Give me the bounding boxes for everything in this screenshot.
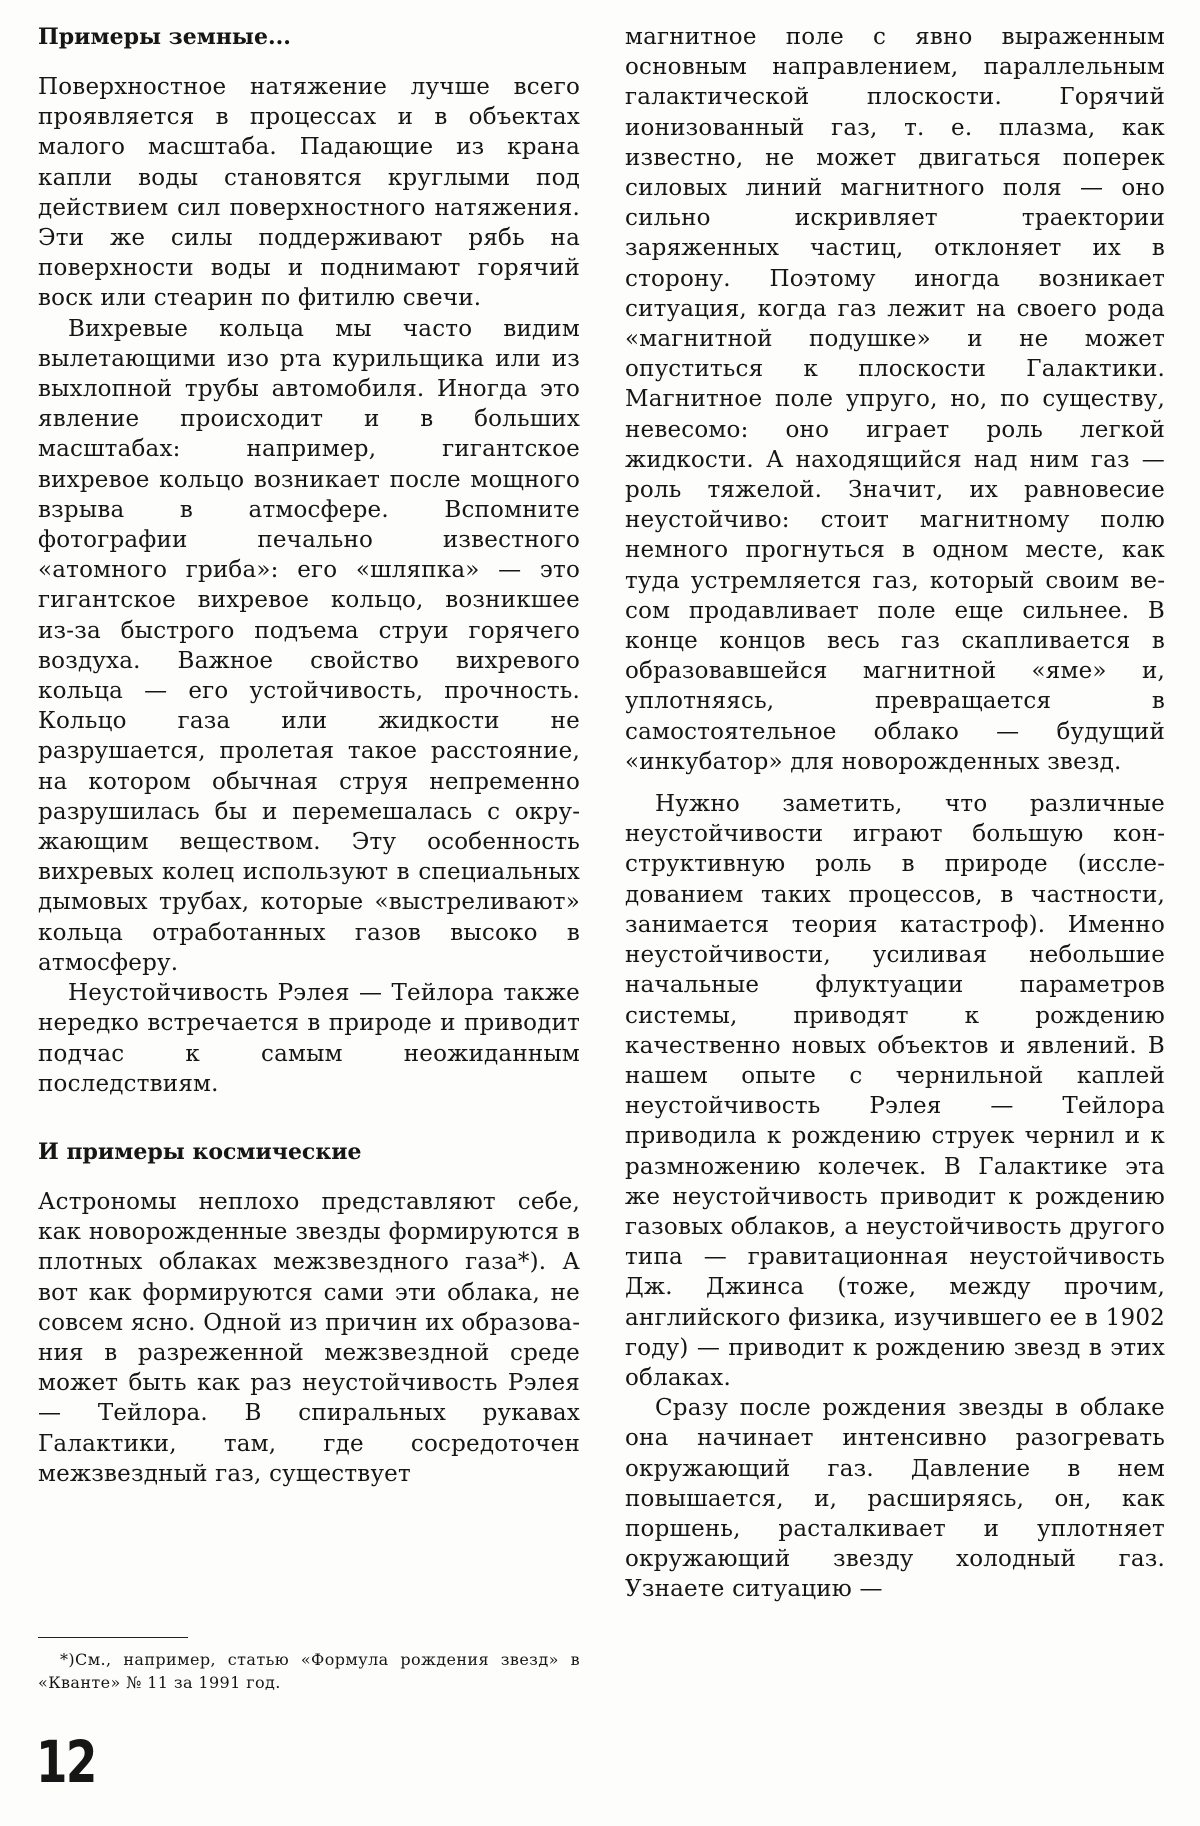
paragraph: Поверхностное натяжение лучше всего проявляется в процессах и в объектах малого масштаба. Падающие из крана капли воды становятся круглыми под действием сил поверхностного натяжения. Эти же силы поддерживают рябь на поверхности воды и поднимают горячий воск или стеарин по фитилю свечи. [38, 74, 580, 312]
paragraph: Нужно заметить, что различные неустойчивости играют большую конструктивную роль в природе (исследованием таких процессов, в частности, занимается теория катастроф). Именно неустойчивости, усиливая небольшие начальные флуктуации параметров системы, приводят к рождению качественно новых объектов и явлений. В нашем опыте с чернильной каплей неустойчивость Рэлея — Тейлора приводила к рождению струек чернил и к размножению колечек. В Галактике эта же неустойчивость приводит к рождению газовых облаков, а неустойчивость другого типа — гравитационная неустойчивость Дж. Джинса (тоже, между прочим, английского физика, изучившего ее в 1902 году) — приводит к рождению звезд в этих облаках. [625, 791, 1165, 1391]
paragraph: Вихревые кольца мы часто видим вылетающими изо рта курильщика или из выхлопной трубы автомобиля. Иногда это явление происходит и в больших масштабах: например, гигантское вихревое кольцо возникает после мощного взрыва в атмосфере. Вспомните фотографии печально известного «атомного гриба»: его «шляпка» — это гигантское вихревое кольцо, возникшее из-за быстрого подъема струи горячего воздуха. Важное свойство вихревого кольца — его устойчивость, прочность. Кольцо газа или жидкости не разрушается, пролетая такое расстояние, на котором обычная струя непременно разрушилась бы и перемешалась с окружающим веществом. Эту особенность вихревых колец используют в специальных дымовых трубах, которые «выстреливают» кольца отработанных газов высоко в атмосферу. [38, 315, 580, 976]
paragraph: Сразу после рождения звезды в облаке она начинает интенсивно разогревать окружающий газ. Давление в нем повышается, и, расширяясь, он, как поршень, расталкивает и уплотняет окружающий звезду холодный газ. Узнаете ситуацию — [625, 1395, 1165, 1603]
left-column [38, 22, 580, 1489]
page-number: 12 [36, 1728, 96, 1796]
footnote-text: См., например, статью «Формула рождения звезд» в «Кванте» № 11 за 1991 год. [38, 1650, 580, 1692]
section-heading-cosmic: И примеры космические [38, 1138, 362, 1165]
footnote-divider [38, 1637, 188, 1638]
paragraph: магнитное поле с явно выраженным основным направлением, параллельным галактической плоскости. Горячий ионизованный газ, т. е. плазма, как известно, не может двигаться поперек силовых линий магнитного поля — оно сильно искривляет траектории заряженных частиц, отклоняет их в сторону. Поэтому иногда возникает ситуация, когда газ лежит на своего рода «магнитной подушке» и не может опуститься к плоскости Галактики. Магнитное поле упруго, но, по существу, невесомо: оно играет роль легкой жидкости. А находящийся над ним газ — роль тяжелой. Значит, их равновесие неустойчиво: стоит магнитному полю немного прогнуться в одном месте, как туда устремляется газ, который своим весом продавливает поле еще сильнее. В конце концов весь газ скапливается в образовавшейся магнитной «яме» и, уплотняясь, превращается в самостоятельное облако — будущий «инкубатор» для новорожденных звезд. [625, 24, 1165, 775]
paragraph: Неустойчивость Рэлея — Тейлора также нередко встречается в природе и приводит подчас к самым неожиданным последствиям. [38, 980, 580, 1097]
paragraph: Астрономы неплохо представляют себе, как новорожденные звезды формируются в плотных облаках межзвездного газа*). А вот как формируются сами эти облака, не совсем ясно. Одной из причин их образования в разреженной межзвездной среде может быть как раз неустойчивость Рэлея — Тейлора. В спиральных рукавах Галактики, там, где сосредоточен межзвездный газ, существует [38, 1188, 580, 1487]
footnote [38, 1648, 580, 1694]
section-heading-earth: Примеры земные... [38, 24, 291, 50]
footnote-marker: *) [60, 1650, 76, 1669]
right-column [625, 22, 1165, 1605]
